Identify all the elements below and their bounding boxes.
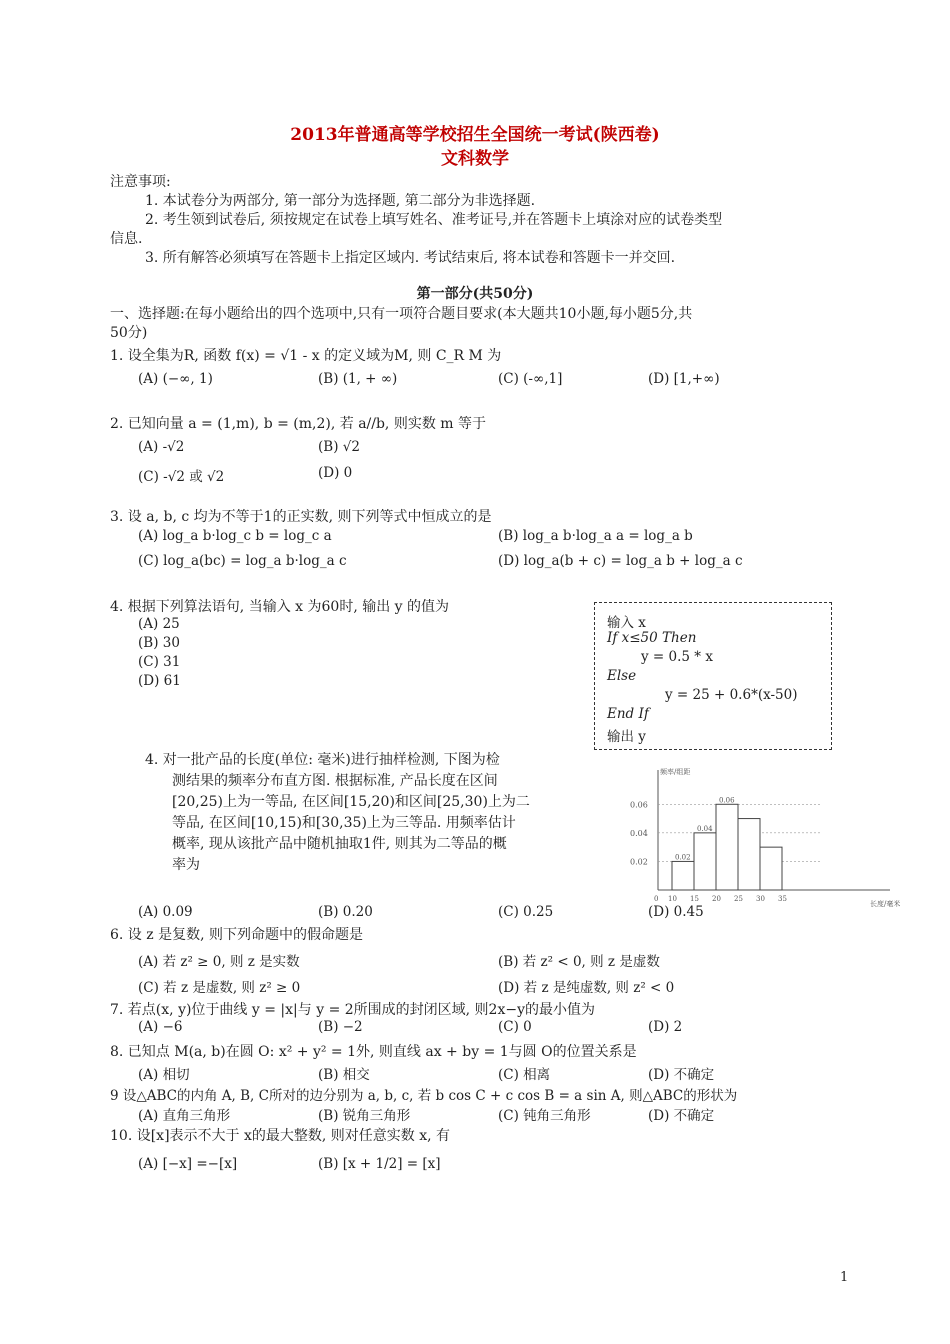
option-a: (A) 相切 (138, 1067, 190, 1083)
question-stem: 4. 对一批产品的长度(单位: 毫米)进行抽样检测, 下图为检 (145, 752, 500, 768)
bar-label: 0.02 (675, 853, 691, 862)
option-b: (B) 相交 (318, 1067, 370, 1083)
option-d: (D) [1,+∞) (648, 371, 720, 387)
part-title: 第一部分(共50分) (416, 286, 534, 302)
question-stem: 概率, 现从该批产品中随机抽取1件, 则其为二等品的概 (172, 836, 507, 852)
note-item: 2. 考生领到试卷后, 须按规定在试卷上填写姓名、准考证号,并在答题卡上填涂对应的试卷类型 (145, 212, 723, 228)
option-c: (C) (-∞,1] (498, 371, 563, 387)
question-stem: 1. 设全集为R, 函数 f(x) = √1 - x 的定义域为M, 则 C_R M 为 (110, 348, 502, 364)
option-b: (B) (1, + ∞) (318, 371, 398, 387)
option-a: (A) (−∞, 1) (138, 371, 213, 387)
option-c: (C) 31 (138, 654, 181, 670)
question-stem: 9 设△ABC的内角 A, B, C所对的边分别为 a, b, c, 若 b cos C + c cos B = a sin A, 则△ABC的形状为 (110, 1088, 738, 1104)
x-tick-label: 0 (654, 895, 659, 903)
option-d: (D) 61 (138, 673, 181, 689)
bar-label: 0.04 (697, 824, 713, 833)
option-a: (A) 直角三角形 (138, 1108, 231, 1124)
exam-title: 2013年普通高等学校招生全国统一考试(陕西卷) (290, 125, 660, 145)
option-d: (D) 不确定 (648, 1067, 715, 1083)
x-tick-label: 10 (668, 895, 677, 903)
x-tick-label: 25 (734, 895, 743, 903)
x-axis-label: 长度/毫米 (870, 900, 900, 908)
option-b: (B) 0.20 (318, 904, 373, 920)
exam-subtitle: 文科数学 (441, 149, 509, 169)
note-item: 信息. (110, 231, 143, 247)
note-item: 3. 所有解答必须填写在答题卡上指定区域内. 考试结束后, 将本试卷和答题卡一并交回. (145, 250, 676, 266)
part-instruction: 50分) (110, 325, 148, 341)
y-tick-label: 0.02 (630, 857, 648, 867)
algorithm-line: 输出 y (607, 729, 646, 745)
algorithm-line: y = 0.5 * x (641, 649, 713, 665)
part-instruction: 一、选择题:在每小题给出的四个选项中,只有一项符合题目要求(本大题共10小题,每小题5分,共 (110, 306, 693, 322)
option-b: (B) 锐角三角形 (318, 1108, 411, 1124)
x-tick-label: 15 (690, 895, 699, 903)
option-d: (D) log_a(b + c) = log_a b + log_a c (498, 553, 743, 569)
option-a: (A) 25 (138, 616, 180, 632)
question-stem: 8. 已知点 M(a, b)在圆 O: x² + y² = 1外, 则直线 ax + by = 1与圆 O的位置关系是 (110, 1044, 637, 1060)
option-c: (C) 相离 (498, 1067, 551, 1083)
histogram-bar (672, 861, 694, 890)
note-item: 1. 本试卷分为两部分, 第一部分为选择题, 第二部分为非选择题. (145, 193, 536, 209)
question-stem: 3. 设 a, b, c 均为不等于1的正实数, 则下列等式中恒成立的是 (110, 509, 492, 525)
option-a: (A) -√2 (138, 439, 185, 455)
option-b: (B) 若 z² < 0, 则 z 是虚数 (498, 954, 660, 970)
option-b: (B) −2 (318, 1019, 363, 1035)
y-axis-label: 频率/组距 (660, 768, 691, 776)
option-c: (C) log_a(bc) = log_a b·log_a c (138, 553, 347, 569)
option-a: (A) log_a b·log_c b = log_c a (138, 528, 332, 544)
option-c: (C) 0 (498, 1019, 532, 1035)
x-tick-label: 30 (756, 895, 765, 903)
question-stem: 2. 已知向量 a = (1,m), b = (m,2), 若 a//b, 则实数 m 等于 (110, 416, 487, 432)
page-number: 1 (840, 1270, 849, 1285)
notes-heading: 注意事项: (110, 174, 171, 190)
option-a: (A) 若 z² ≥ 0, 则 z 是实数 (138, 954, 300, 970)
histogram-bar (738, 819, 760, 890)
y-tick-label: 0.04 (630, 828, 648, 838)
algorithm-line: End If (607, 706, 649, 722)
bar-label: 0.06 (719, 796, 735, 805)
y-tick-label: 0.06 (630, 800, 648, 810)
option-a: (A) 0.09 (138, 904, 193, 920)
question-stem: 等品, 在区间[10,15)和[30,35)上为三等品. 用频率估计 (172, 815, 516, 831)
question-stem: 率为 (172, 857, 200, 873)
algorithm-line: y = 25 + 0.6*(x-50) (665, 687, 798, 703)
option-c: (C) 若 z 是虚数, 则 z² ≥ 0 (138, 980, 301, 996)
question-stem: 测结果的频率分布直方图. 根据标准, 产品长度在区间 (172, 773, 498, 789)
x-tick-label: 20 (712, 895, 721, 903)
algorithm-box (594, 602, 832, 750)
algorithm-line: If x≤50 Then (607, 630, 697, 646)
option-b: (B) √2 (318, 439, 360, 455)
x-tick-label: 35 (778, 895, 787, 903)
option-c: (C) 钝角三角形 (498, 1108, 591, 1124)
option-d: (D) 不确定 (648, 1108, 715, 1124)
histogram-bar (694, 833, 716, 890)
question-stem: [20,25)上为一等品, 在区间[15,20)和区间[25,30)上为二 (172, 794, 530, 810)
algorithm-line: Else (607, 668, 637, 684)
histogram-bar (760, 847, 782, 890)
option-d: (D) 2 (648, 1019, 683, 1035)
histogram-bar (716, 804, 738, 890)
option-b: (B) log_a b·log_a a = log_a b (498, 528, 693, 544)
question-stem: 7. 若点(x, y)位于曲线 y = |x|与 y = 2所围成的封闭区域, 则2x−y的最小值为 (110, 1002, 595, 1018)
option-d: (D) 若 z 是纯虚数, 则 z² < 0 (498, 980, 675, 996)
option-b: (B) [x + 1/2] = [x] (318, 1156, 441, 1172)
option-c: (C) 0.25 (498, 904, 554, 920)
question-stem: 10. 设[x]表示不大于 x的最大整数, 则对任意实数 x, 有 (110, 1128, 451, 1144)
frequency-histogram (620, 762, 900, 912)
option-b: (B) 30 (138, 635, 180, 651)
question-stem: 6. 设 z 是复数, 则下列命题中的假命题是 (110, 927, 363, 943)
option-d: (D) 0.45 (648, 904, 704, 920)
option-c: (C) -√2 或 √2 (138, 469, 225, 485)
option-d: (D) 0 (318, 465, 353, 481)
algorithm-line: 输入 x (607, 615, 646, 631)
option-a: (A) [−x] =−[x] (138, 1156, 238, 1172)
option-a: (A) −6 (138, 1019, 183, 1035)
question-stem: 4. 根据下列算法语句, 当输入 x 为60时, 输出 y 的值为 (110, 599, 450, 615)
